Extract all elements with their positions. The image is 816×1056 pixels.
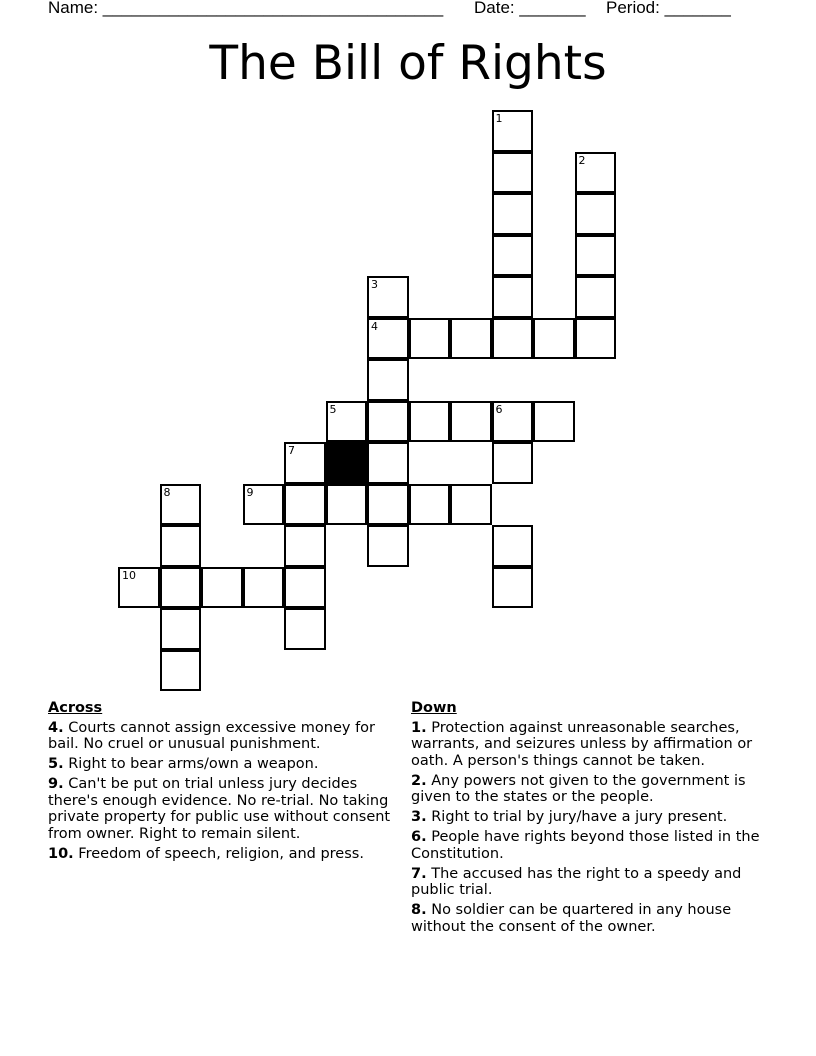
grid-cell[interactable] — [409, 484, 451, 526]
down-clue-6 — [411, 829, 769, 862]
clue-number: 3. — [411, 809, 427, 825]
down-clue-8 — [411, 902, 769, 935]
grid-block-cell — [326, 442, 368, 484]
grid-cell[interactable] — [492, 110, 534, 152]
grid-cell[interactable] — [367, 525, 409, 567]
grid-cell[interactable] — [284, 442, 326, 484]
grid-cell[interactable] — [160, 650, 202, 692]
grid-cell[interactable] — [575, 235, 617, 277]
down-clues — [411, 700, 769, 939]
down-heading: Down — [411, 700, 457, 716]
grid-cell[interactable] — [243, 567, 285, 609]
clue-text: Courts cannot assign excessive money for bail. No cruel or unusual punishment. — [48, 719, 376, 752]
grid-cell[interactable] — [575, 318, 617, 360]
clue-number-label: 6 — [495, 402, 503, 416]
clue-number-label: 3 — [371, 278, 378, 291]
grid-cell[interactable] — [367, 276, 409, 318]
clue-number-label: 7 — [288, 444, 295, 457]
clue-number: 4. — [48, 719, 64, 736]
clue-number: 5. — [48, 756, 64, 772]
clue-text: Any powers not given to the government is given to the states or the people. — [411, 772, 746, 805]
grid-cell[interactable] — [492, 235, 534, 277]
grid-cell[interactable] — [160, 484, 202, 526]
clue-number-label: 5 — [329, 402, 337, 416]
across-clue-5 — [48, 756, 406, 773]
grid-cell[interactable] — [118, 567, 160, 609]
down-clue-1 — [411, 720, 769, 770]
across-clue-10 — [48, 846, 406, 863]
clue-text: People have rights beyond those listed in the Constitution. — [411, 829, 760, 862]
clue-number-label: 10 — [122, 568, 136, 582]
clue-text: Protection against unreasonable searches, warrants, and seizures unless by affirmation or oath. A person's things cannot be taken. — [411, 719, 753, 769]
grid-cell[interactable] — [492, 401, 534, 443]
clue-number-label: 4 — [371, 319, 378, 333]
grid-cell[interactable] — [326, 401, 368, 443]
clue-text: No soldier can be quartered in any house without the consent of the owner. — [411, 902, 732, 935]
grid-cell[interactable] — [575, 276, 617, 318]
clue-text: Right to bear arms/own a weapon. — [68, 756, 319, 772]
clue-number-label: 9 — [246, 485, 254, 499]
grid-cell[interactable] — [160, 567, 202, 609]
grid-cell[interactable] — [367, 318, 409, 360]
grid-cell[interactable] — [326, 484, 368, 526]
clue-number: 7. — [411, 865, 427, 882]
grid-cell[interactable] — [160, 608, 202, 650]
grid-cell[interactable] — [367, 442, 409, 484]
across-clue-9 — [48, 776, 406, 842]
period-field-label: Period: _______ — [606, 0, 731, 17]
grid-cell[interactable] — [284, 608, 326, 650]
grid-cell[interactable] — [492, 152, 534, 194]
grid-cell[interactable] — [409, 318, 451, 360]
grid-cell[interactable] — [409, 401, 451, 443]
clue-number-label: 2 — [578, 153, 586, 167]
clue-text: Right to trial by jury/have a jury present. — [431, 809, 728, 825]
clue-number: 8. — [411, 902, 427, 918]
grid-cell[interactable] — [284, 567, 326, 609]
grid-cell[interactable] — [450, 484, 492, 526]
grid-cell[interactable] — [284, 525, 326, 567]
clue-text: Can't be put on trial unless jury decides there's enough evidence. No re-trial. No taking private property for public use without consent from owner. Right to remain silent. — [48, 776, 391, 842]
grid-cell[interactable] — [243, 484, 285, 526]
down-clue-7 — [411, 866, 769, 899]
clue-number-label: 8 — [163, 485, 171, 499]
grid-cell[interactable] — [450, 318, 492, 360]
grid-cell[interactable] — [284, 484, 326, 526]
date-field-label: Date: _______ — [474, 0, 586, 17]
grid-cell[interactable] — [533, 318, 575, 360]
grid-cell[interactable] — [367, 401, 409, 443]
across-heading: Across — [48, 700, 103, 716]
grid-cell[interactable] — [160, 525, 202, 567]
across-clues — [48, 700, 406, 866]
grid-cell[interactable] — [201, 567, 243, 609]
down-clue-2 — [411, 773, 769, 806]
clue-number: 10. — [48, 845, 74, 862]
clue-text: Freedom of speech, religion, and press. — [78, 845, 364, 862]
grid-cell[interactable] — [492, 318, 534, 360]
page-title: The Bill of Rights — [209, 36, 607, 91]
clue-text: The accused has the right to a speedy and public trial. — [411, 865, 742, 898]
clue-number: 6. — [411, 829, 427, 845]
clue-number: 2. — [411, 772, 427, 789]
grid-cell[interactable] — [450, 401, 492, 443]
grid-cell[interactable] — [492, 525, 534, 567]
down-clue-3 — [411, 809, 769, 826]
grid-cell[interactable] — [367, 359, 409, 401]
grid-cell[interactable] — [367, 484, 409, 526]
grid-cell[interactable] — [575, 193, 617, 235]
clue-number: 9. — [48, 776, 64, 792]
grid-cell[interactable] — [492, 193, 534, 235]
grid-cell[interactable] — [533, 401, 575, 443]
grid-cell[interactable] — [492, 567, 534, 609]
grid-cell[interactable] — [492, 276, 534, 318]
clue-number-label: 1 — [495, 112, 503, 125]
clue-number: 1. — [411, 719, 427, 736]
name-field-label: Name: ____________________________________ — [48, 0, 444, 17]
grid-cell[interactable] — [492, 442, 534, 484]
grid-cell[interactable] — [575, 152, 617, 194]
across-clue-4 — [48, 720, 406, 753]
